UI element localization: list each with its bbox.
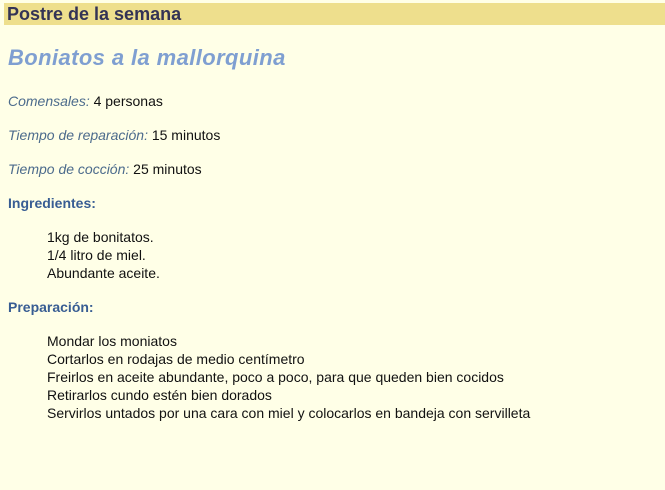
preparation-step: Cortarlos en rodajas de medio centímetro [47,351,305,367]
servings-label: Comensales: [8,93,90,109]
cook-time-value: 25 minutos [133,161,202,177]
servings-line [8,92,163,110]
servings-value: 4 personas [93,93,163,109]
preparation-step: Servirlos untados por una cara con miel y colocarlos en bandeja con servilleta [47,405,531,421]
ingredients-heading: Ingredientes: [8,195,96,211]
ingredients-list [47,228,160,282]
preparation-step: Mondar los moniatos [47,333,177,349]
prep-time-label: Tiempo de reparación: [8,127,148,143]
preparation-heading: Preparación: [8,299,94,315]
cook-time-label: Tiempo de cocción: [8,161,130,177]
cook-time-line [8,160,202,178]
prep-time-value: 15 minutos [151,127,221,143]
preparation-steps-list [47,332,530,422]
ingredient-item: 1/4 litro de miel. [47,247,146,263]
ingredient-item: Abundante aceite. [47,265,160,281]
prep-time-line [8,126,220,144]
ingredient-item: 1kg de bonitatos. [47,229,154,245]
preparation-step: Retirarlos cundo estén bien dorados [47,387,272,403]
banner-title: Postre de la semana [7,4,182,24]
recipe-title: Boniatos a la mallorquina [8,45,286,70]
weekly-dessert-banner [4,3,665,25]
preparation-step: Freirlos en aceite abundante, poco a poco, para que queden bien cocidos [47,369,504,385]
